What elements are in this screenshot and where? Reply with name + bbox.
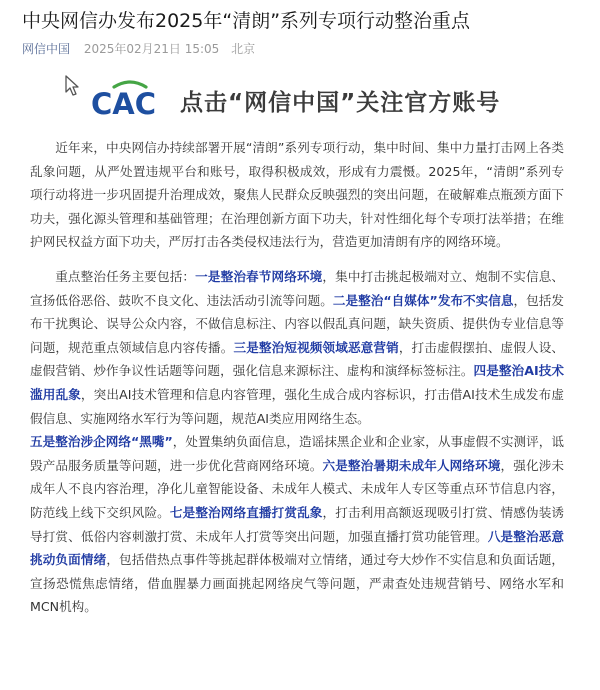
task-1-heading: 一是整治春节网络环境 — [195, 268, 323, 284]
publish-location: 北京 — [231, 42, 256, 56]
paragraph-intro: 近年来，中央网信办持续部署开展“清朗”系列专项行动，集中时间、集中力量打击网上各类乱象问题，从严处置违规平台和账号，取得积极成效，形成有力震慑。2025年，“清朗”系列专项行动将进一步巩固提升治理成效，聚焦人民群众反映强烈的突出问题，在破解难点瓶颈方面下功夫，强化源头管理和基础管理；在治理创新方面下功夫，针对性细化每个专项打法举措；在维护网民权益方面下功夫，严厉打击各类侵权违法行为，营造更加清朗有序的网络环境。 — [30, 140, 564, 250]
cursor-pointer-icon — [64, 74, 82, 98]
publish-datetime: 2025年02月21日 15:05 — [83, 42, 220, 56]
task-2-heading: 二是整治“自媒体”发布不实信息 — [332, 292, 514, 308]
task-5-heading: 五是整治涉企网络“黑嘴” — [30, 434, 173, 450]
paragraph-tasks: 重点整治任务主要包括：一是整治春节网络环境，集中打击挑起极端对立、炮制不实信息、宣扬低俗恶俗、鼓吹不良文化、违法活动引流等问题。二是整治“自媒体”发布不实信息，包括发布干扰舆论、误导公众内容，不做信息标注、内容以假乱真问题，缺失资质、提供伪专业信息等问题，规范重点领域信息内容传播。三是整治短视频领域恶意营销，打击虚假摆拍、虚假人设、虚假营销、炒作争议性话题等问题，强化信息来源标注、虚构和演绎标签标注。四是整治AI技术滥用乱象，突出AI技术管理和信息内容管理，强化生成合成内容标识，打击借AI技术生成发布虚假信息、实施网络水军行为等问题，规范AI类应用网络生态。 — [30, 268, 565, 426]
svg-text:CAC: CAC — [91, 87, 157, 118]
task-8-heading: 八是整治恶意挑动负面情绪 — [30, 528, 565, 568]
follow-banner[interactable] — [64, 70, 544, 128]
task-6-heading: 六是整治暑期未成年人网络环境 — [322, 457, 501, 473]
article-body — [30, 136, 564, 619]
task-3-heading: 三是整治短视频领域恶意营销 — [233, 339, 399, 355]
task-7-heading: 七是整治网络直播打赏乱象 — [169, 504, 323, 520]
cac-logo-icon — [90, 78, 176, 118]
paragraph-tasks-continued: 五是整治涉企网络“黑嘴”，处置集纳负面信息，造谣抹黑企业和企业家，从事虚假不实测评，诋毁产品服务质量等问题，进一步优化营商网络环境。六是整治暑期未成年人网络环境，强化涉未成年人不良内容治理，净化儿童智能设备、未成年人模式、未成年人专区等重点环节信息内容，防范线上线下交织风险。七是整治网络直播打赏乱象，打击利用高额返现吸引打赏、情感伪装诱导打赏、低俗内容刺激打赏、未成年人打赏等突出问题，加强直播打赏功能管理。八是整治恶意挑动负面情绪，包括借热点事件等挑起群体极端对立情绪，通过夸大炒作不实信息和负面话题，宣扬恐慌焦虑情绪，借血腥暴力画面挑起网络戾气等问题，严肃查处违规营销号、网络水军和MCN机构。 — [30, 434, 565, 615]
banner-slogan: 点击“网信中国”关注官方账号 — [180, 90, 501, 116]
source-account-link[interactable]: 网信中国 — [22, 42, 71, 56]
task-4-heading: 四是整治AI技术滥用乱象 — [30, 363, 564, 402]
article-title: 中央网信办发布2025年“清朗”系列专项行动整治重点 — [22, 10, 471, 32]
article-meta — [22, 40, 255, 57]
